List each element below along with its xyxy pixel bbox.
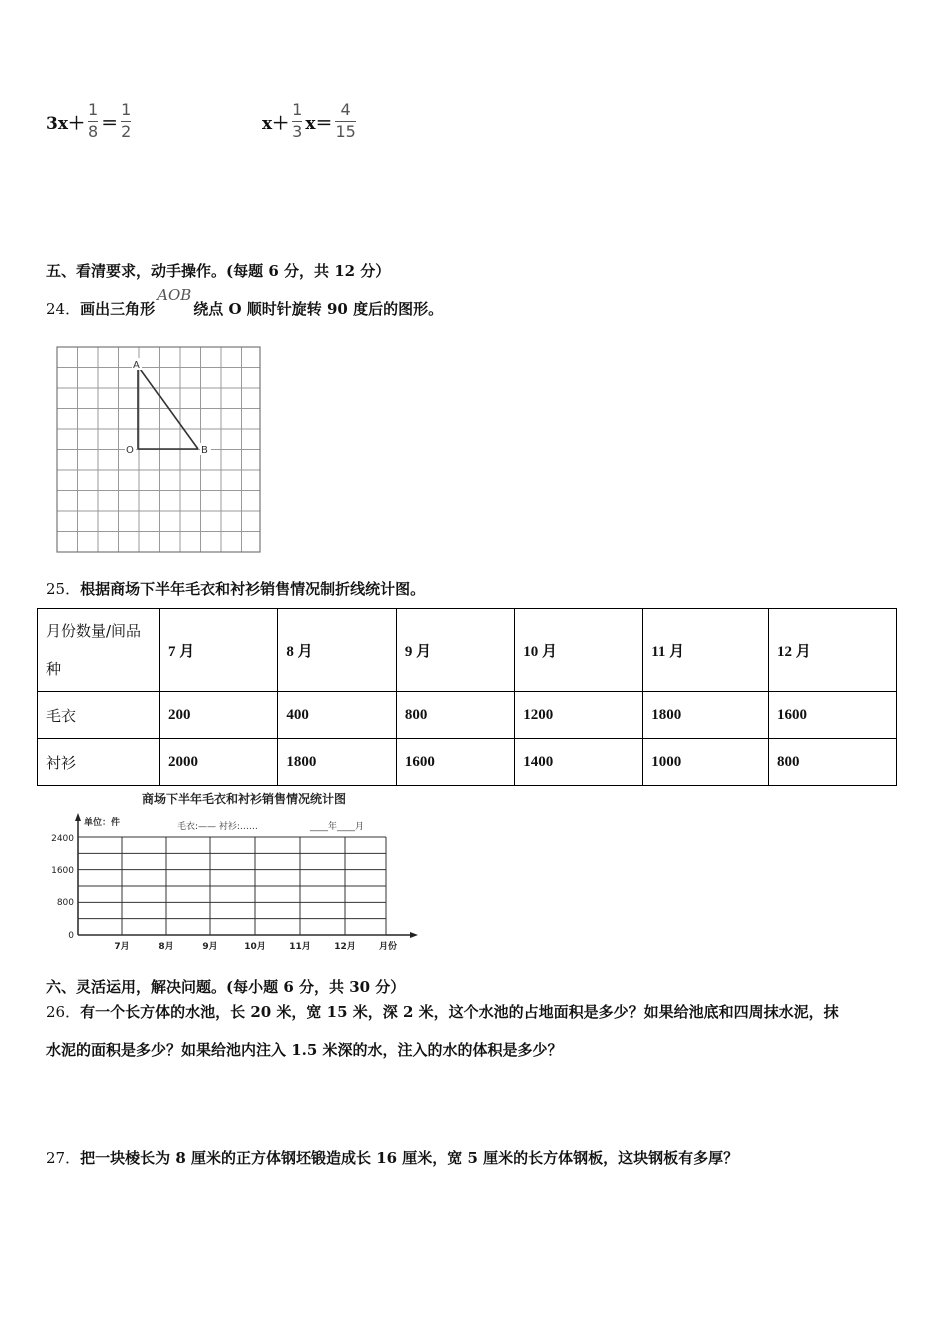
y-tick-label: 0	[68, 931, 74, 941]
fraction-denominator: 8	[87, 121, 99, 141]
table-cell: 2000	[160, 739, 278, 786]
chart-date: ____年____月	[310, 822, 365, 832]
table-cell: 1600	[396, 739, 514, 786]
fraction-numerator: 1	[121, 100, 132, 119]
x-tick-label: 7月	[114, 942, 130, 952]
question-26-number: 26．	[46, 1003, 81, 1021]
fraction-denominator: 3	[292, 121, 303, 141]
fraction-denominator: 2	[121, 121, 132, 141]
x-tick-label: 9月	[202, 942, 218, 952]
table-cell: 1200	[515, 692, 643, 739]
label-b: B	[201, 445, 208, 456]
month-header: 12 月	[769, 609, 897, 692]
corner-header-line-1: 月份数量/间品	[46, 622, 142, 640]
fraction-numerator: 1	[292, 100, 303, 119]
row-label: 衬衫	[38, 739, 160, 786]
question-25	[46, 578, 425, 599]
x-tick-label: 10月	[244, 942, 266, 952]
label-o: O	[126, 445, 134, 456]
x-tick-label: 12月	[334, 942, 356, 952]
table-cell: 1400	[515, 739, 643, 786]
equation-2-fraction-2	[335, 102, 355, 141]
rotation-grid	[56, 346, 262, 554]
x-tick-labels	[114, 940, 397, 952]
table-cell: 1800	[278, 739, 396, 786]
blank-line-chart	[44, 789, 424, 957]
x-tick-label: 月份	[378, 942, 398, 952]
table-header-row	[38, 609, 897, 692]
section-6-heading: 六、灵活运用，解决问题。(每小题 6 分，共 30 分）	[46, 978, 406, 996]
y-tick-label: 1600	[51, 866, 74, 876]
question-24-text-after: 绕点 O 顺时针旋转 90 度后的图形。	[193, 300, 444, 318]
month-header: 10 月	[515, 609, 643, 692]
month-header: 9 月	[396, 609, 514, 692]
table-cell: 1800	[643, 692, 769, 739]
equation-1-fraction-2	[121, 102, 131, 141]
table-cell: 800	[769, 739, 897, 786]
table-cell: 400	[278, 692, 396, 739]
table-cell: 1000	[643, 739, 769, 786]
month-header: 11 月	[643, 609, 769, 692]
row-label: 毛衣	[38, 692, 160, 739]
table-cell: 1600	[769, 692, 897, 739]
equation-1-prefix: 3x＋	[46, 113, 85, 134]
month-header: 8 月	[278, 609, 396, 692]
question-24-number: 24．	[46, 300, 81, 318]
equation-2	[262, 102, 359, 141]
question-26-line-2: 水泥的面积是多少？如果给池内注入 1.5 米深的水，注入的水的体积是多少？	[46, 1041, 563, 1059]
question-27-text: 把一块棱长为 8 厘米的正方体钢坯锻造成长 16 厘米，宽 5 厘米的长方体钢板，这块钢板有多厚？	[80, 1149, 739, 1167]
sales-table	[37, 608, 897, 786]
fraction-numerator: 4	[340, 100, 351, 119]
month-header: 7 月	[160, 609, 278, 692]
chart-title: 商场下半年毛衣和衬衫销售情况统计图	[141, 792, 347, 806]
y-axis-arrow	[75, 813, 81, 821]
question-26-line-1: 有一个长方体的水池，长 20 米，宽 15 米，深 2 米，这个水池的占地面积是多少？如果给池底和四周抹水泥，抹	[80, 1003, 839, 1021]
segment-ab	[138, 366, 198, 449]
equation-1	[46, 102, 134, 141]
label-a: A	[133, 360, 140, 371]
x-axis-arrow	[410, 932, 418, 938]
chart-unit: 单位：件	[84, 818, 121, 828]
section-5-heading: 五、看清要求，动手操作。(每题 6 分，共 12 分）	[46, 262, 391, 280]
question-27	[46, 1140, 738, 1176]
equation-2-prefix: x＋	[262, 113, 290, 134]
equation-1-fraction-1	[88, 102, 98, 141]
fraction-denominator: 15	[335, 121, 356, 141]
question-26	[46, 994, 906, 1068]
question-25-number: 25．	[46, 580, 81, 598]
chart-legend: 毛衣:—— 衬衫:……	[177, 822, 258, 832]
x-tick-label: 11月	[289, 942, 311, 952]
question-25-text: 根据商场下半年毛衣和衬衫销售情况制折线统计图。	[80, 580, 426, 598]
question-24-text-before: 画出三角形	[80, 300, 156, 318]
table-row	[38, 739, 897, 786]
y-tick-label: 2400	[51, 834, 74, 844]
table-cell: 200	[160, 692, 278, 739]
equation-2-fraction-1	[292, 102, 302, 141]
question-24-math: AOB	[157, 286, 192, 304]
table-cell: 800	[396, 692, 514, 739]
fraction-numerator: 1	[87, 100, 99, 119]
equation-1-equals: ＝	[101, 113, 119, 134]
y-tick-labels	[51, 834, 74, 941]
question-24	[46, 286, 444, 319]
corner-header-line-2: 种	[46, 660, 62, 678]
y-tick-label: 800	[56, 898, 74, 908]
table-row	[38, 692, 897, 739]
x-tick-label: 8月	[158, 942, 174, 952]
table-corner-header	[38, 609, 160, 692]
equation-2-equals: x＝	[305, 113, 333, 134]
chart-grid	[78, 837, 386, 935]
question-27-number: 27．	[46, 1149, 81, 1167]
